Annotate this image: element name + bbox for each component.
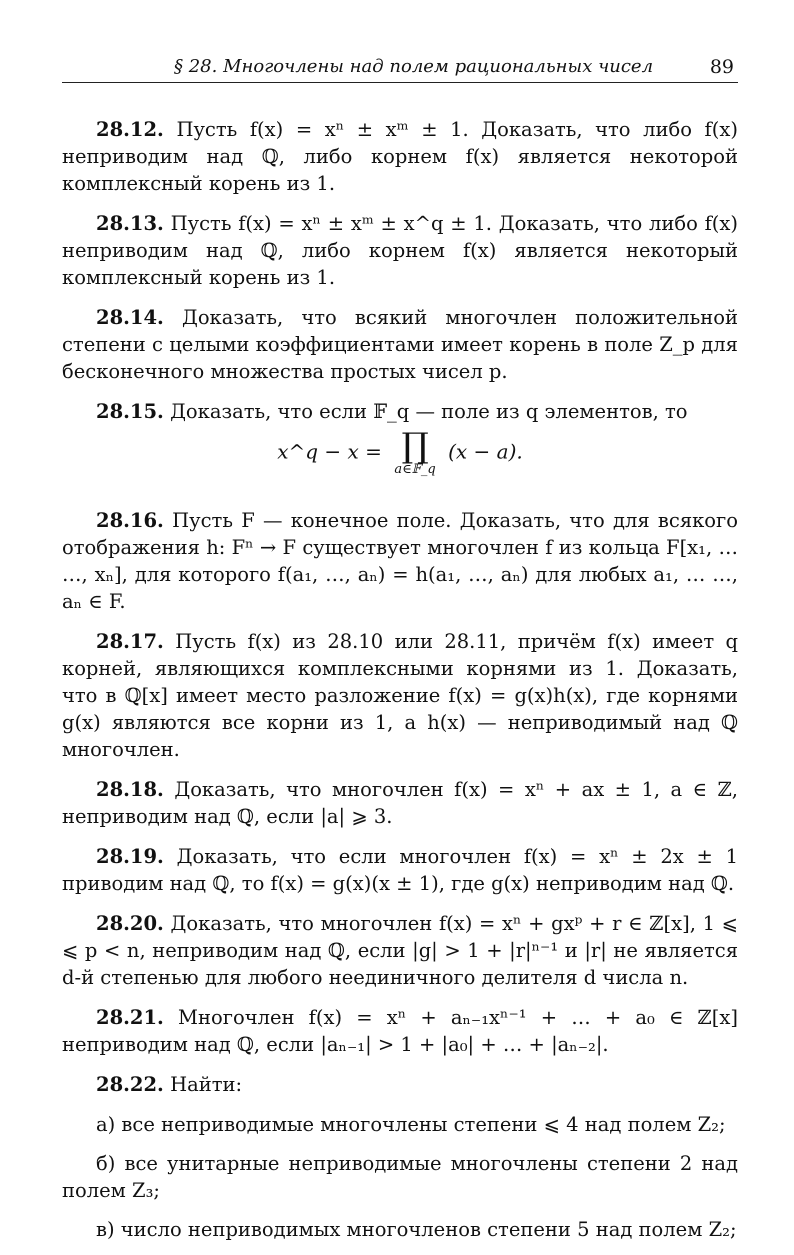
problem-text: Пусть f(x) = xⁿ ± xᵐ ± 1. Доказать, что либо f(x) неприводим над ℚ, либо корнем f(x) является некоторой комплексный корень из 1.: [62, 118, 738, 195]
problem-number: 28.16.: [96, 509, 164, 532]
problem-28-22: [62, 1071, 738, 1098]
problem-text: Доказать, что всякий многочлен положительной степени с целыми коэффициентами имеет корень в поле Z_p для бесконечного множества простых чисел p.: [62, 306, 738, 383]
header-title: § 28. Многочлены над полем рациональных чисел: [174, 56, 654, 77]
product-formula: [62, 426, 738, 491]
problem-28-20: [62, 910, 738, 991]
problem-text: Пусть f(x) = xⁿ ± xᵐ ± x^q ± 1. Доказать, что либо f(x) неприводим над ℚ, либо корнем f(x) является некоторый комплексный корень из 1.: [62, 212, 739, 289]
problem-28-13: [62, 210, 738, 291]
running-header: [62, 54, 738, 83]
product-operator: [394, 426, 436, 477]
problem-number: 28.14.: [96, 306, 164, 329]
problem-text: Доказать, что многочлен f(x) = xⁿ + ax ± 1, a ∈ ℤ, неприводим над ℚ, если |a| ⩾ 3.: [62, 778, 738, 828]
subitem-v: в) число неприводимых многочленов степени 5 над полем Z₂;: [96, 1218, 737, 1241]
problem-28-15: [62, 398, 738, 425]
problem-text: Пусть f(x) из 28.10 или 28.11, причём f(x) имеет q корней, являющихся комплексными корнями из 1. Доказать, что в ℚ[x] имеет место разложение f(x) = g(x)h(x), где корнями g(x) являются все корни из 1, а h(x) — неприводимый над ℚ многочлен.: [62, 630, 738, 761]
problem-number: 28.17.: [96, 630, 164, 653]
problem-text: Пусть F — конечное поле. Доказать, что для всякого отображения h: Fⁿ → F существует многочлен f из кольца F[x₁, … …, xₙ], для которого f(a₁, …, aₙ) = h(a₁, …, aₙ) для любых a₁, … …, aₙ ∈ F.: [62, 509, 739, 613]
problem-number: 28.21.: [96, 1006, 164, 1029]
page-number: 89: [709, 56, 734, 78]
problem-number: 28.12.: [96, 118, 164, 141]
problem-28-14: [62, 304, 738, 385]
problem-28-16: [62, 507, 738, 615]
problem-text: Найти:: [170, 1073, 243, 1096]
problem-text: Доказать, что многочлен f(x) = xⁿ + gxᵖ + r ∈ ℤ[x], 1 ⩽ ⩽ p < n, неприводим над ℚ, если |g| > 1 + |r|ⁿ⁻¹ и |r| не является d-й степенью для любого неединичного делителя d числа n.: [62, 912, 738, 989]
problem-28-19: [62, 843, 738, 897]
problem-28-18: [62, 776, 738, 830]
problem-text: Многочлен f(x) = xⁿ + aₙ₋₁xⁿ⁻¹ + … + a₀ ∈ ℤ[x] неприводим над ℚ, если |aₙ₋₁| > 1 + |a₀| + … + |aₙ₋₂|.: [62, 1006, 739, 1056]
product-symbol: ∏: [401, 426, 429, 466]
problem-28-12: [62, 116, 738, 197]
problem-number: 28.15.: [96, 400, 164, 423]
product-subscript: a∈𝔽_q: [394, 462, 436, 477]
problem-number: 28.22.: [96, 1073, 164, 1096]
problem-text: Доказать, что если 𝔽_q — поле из q элементов, то: [170, 400, 688, 423]
problem-text: Доказать, что если многочлен f(x) = xⁿ ± 2x ± 1 приводим над ℚ, то f(x) = g(x)(x ± 1), где g(x) неприводим над ℚ.: [62, 845, 738, 895]
formula-rhs: (x − a).: [448, 439, 523, 464]
problem-number: 28.18.: [96, 778, 164, 801]
problem-number: 28.19.: [96, 845, 164, 868]
problem-28-21: [62, 1004, 738, 1058]
page-content: [62, 116, 738, 1255]
formula-lhs: x^q − x =: [277, 439, 382, 464]
problem-number: 28.20.: [96, 912, 164, 935]
subitem-b: б) все унитарные неприводимые многочлены степени 2 над полем Z₃;: [62, 1152, 738, 1202]
subitem-a: а) все неприводимые многочлены степени ⩽ 4 над полем Z₂;: [96, 1113, 726, 1136]
problem-28-17: [62, 628, 738, 763]
problem-number: 28.13.: [96, 212, 164, 235]
